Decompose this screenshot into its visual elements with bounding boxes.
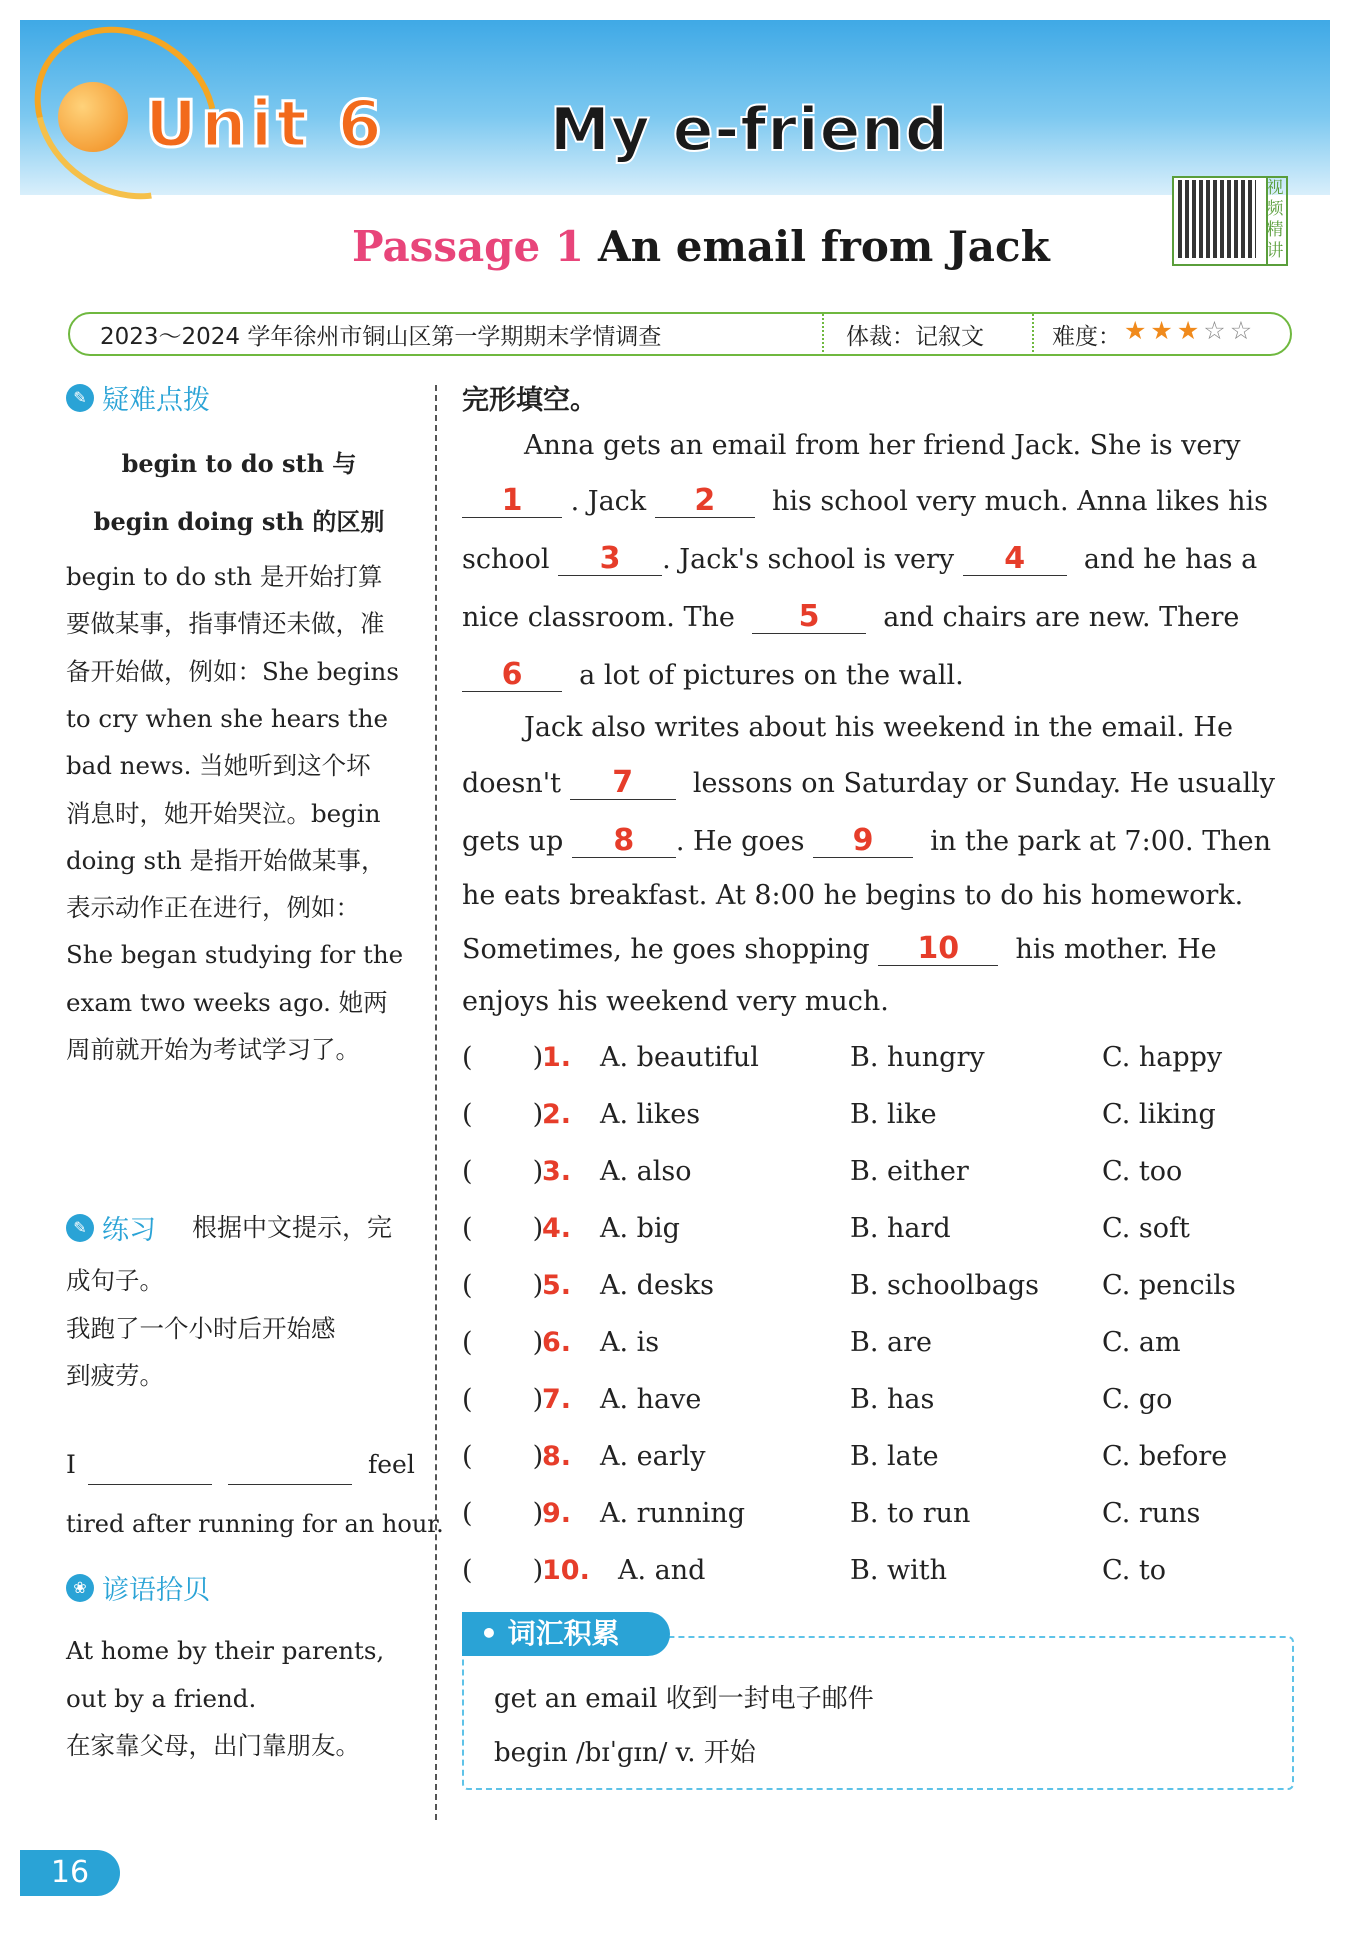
passage-line: nice classroom. The 5 and chairs are new. There xyxy=(462,599,1240,634)
sidebar-text-line: 消息时，她开始哭泣。begin xyxy=(66,798,381,828)
option-a[interactable]: A. and xyxy=(618,1555,706,1586)
question-number: 6. xyxy=(542,1327,572,1358)
option-b[interactable]: B. late xyxy=(850,1441,939,1472)
sidebar-text-line: 成句子。 xyxy=(66,1266,164,1295)
question-number: 4. xyxy=(542,1213,572,1244)
question-number: 7. xyxy=(542,1384,572,1415)
sidebar-text-line: She began studying for the xyxy=(66,940,404,970)
option-a[interactable]: A. also xyxy=(600,1156,692,1187)
passage-title: An email from Jack xyxy=(598,222,1050,271)
sidebar-text-line: bad news. 当她听到这个坏 xyxy=(66,751,371,781)
question-row xyxy=(462,1498,1292,1538)
option-c[interactable]: C. to xyxy=(1102,1555,1166,1586)
star-filled-icon: ★ xyxy=(1176,316,1204,345)
unit-name: My e-friend xyxy=(550,95,949,165)
shell-icon: ❀ xyxy=(66,1574,94,1602)
star-empty-icon: ☆ xyxy=(1229,316,1257,345)
answer-bracket[interactable]: ( ) xyxy=(462,1498,544,1529)
sidebar-text-line: 备开始做，例如：She begins xyxy=(66,656,399,686)
answer-bracket[interactable]: ( ) xyxy=(462,1327,544,1358)
blank-9[interactable]: 9 xyxy=(813,825,913,858)
option-b[interactable]: B. has xyxy=(850,1384,935,1415)
practice-sentence-end: tired after running for an hour. xyxy=(66,1510,444,1538)
sidebar-text-line: 到疲劳。 xyxy=(66,1361,164,1390)
exam-source: 2023～2024 学年徐州市铜山区第一学期期末学情调查 xyxy=(100,324,662,350)
answer-bracket[interactable]: ( ) xyxy=(462,1099,544,1130)
tip-title-line1: begin to do sth 与 xyxy=(121,449,357,478)
blank-2[interactable]: 2 xyxy=(655,485,755,518)
practice-answer-blank-1[interactable] xyxy=(88,1484,212,1485)
option-a[interactable]: A. likes xyxy=(600,1099,701,1130)
passage-line: he eats breakfast. At 8:00 he begins to do his homework. xyxy=(462,880,1244,911)
answer-bracket[interactable]: ( ) xyxy=(462,1213,544,1244)
option-c[interactable]: C. runs xyxy=(1102,1498,1201,1529)
tip-title-line2: begin doing sth 的区别 xyxy=(93,507,385,536)
question-row xyxy=(462,1213,1292,1253)
question-row xyxy=(462,1384,1292,1424)
blank-4[interactable]: 4 xyxy=(963,543,1067,576)
vocab-entry: get an email 收到一封电子邮件 xyxy=(494,1684,874,1714)
passage-line: gets up 8 . He goes 9 in the park at 7:00. Then xyxy=(462,823,1271,858)
question-number: 3. xyxy=(542,1156,572,1187)
sidebar-text-line: 表示动作正在进行，例如： xyxy=(66,893,360,923)
question-row xyxy=(462,1441,1292,1481)
proverb-heading: 谚语拾贝 xyxy=(102,1575,210,1606)
passage-number: Passage 1 xyxy=(352,222,585,271)
pencil-icon: ✎ xyxy=(66,384,94,412)
blank-1[interactable]: 1 xyxy=(462,485,562,518)
option-c[interactable]: C. go xyxy=(1102,1384,1173,1415)
practice-instruction: 根据中文提示，完 xyxy=(192,1213,393,1242)
passage-line: school 3 . Jack's school is very 4 and he has a xyxy=(462,541,1258,576)
answer-bracket[interactable]: ( ) xyxy=(462,1555,544,1586)
question-row xyxy=(462,1156,1292,1196)
question-number: 5. xyxy=(542,1270,572,1301)
sidebar-text-line: to cry when she hears the xyxy=(66,703,388,733)
practice-sentence-start: I xyxy=(66,1450,76,1479)
answer-bracket[interactable]: ( ) xyxy=(462,1156,544,1187)
blank-5[interactable]: 5 xyxy=(752,601,866,634)
sidebar-text-line: 要做某事，指事情还未做，准 xyxy=(66,609,385,639)
star-empty-icon: ☆ xyxy=(1203,316,1230,345)
answer-bracket[interactable]: ( ) xyxy=(462,1270,544,1301)
blank-6[interactable]: 6 xyxy=(462,659,562,692)
passage-line: 1 . Jack 2 his school very much. Anna likes his xyxy=(462,482,1292,522)
option-a[interactable]: A. desks xyxy=(600,1270,714,1301)
option-c[interactable]: C. am xyxy=(1102,1327,1181,1358)
question-row xyxy=(462,1270,1292,1310)
difficulty-stars xyxy=(1124,316,1256,345)
sidebar-text-line: 周前就开始为考试学习了。 xyxy=(66,1035,360,1064)
passage-line: 6 a lot of pictures on the wall. xyxy=(462,656,1292,696)
page-number: 16 xyxy=(20,1850,120,1896)
question-number: 9. xyxy=(542,1498,572,1529)
option-a[interactable]: A. big xyxy=(600,1213,680,1244)
passage-line: Jack also writes about his weekend in the email. He xyxy=(524,712,1233,743)
sidebar-text-line: 我跑了一个小时后开始感 xyxy=(66,1313,336,1343)
option-a[interactable]: A. have xyxy=(600,1384,702,1415)
question-number: 8. xyxy=(542,1441,572,1472)
option-b[interactable]: B. schoolbags xyxy=(850,1270,1040,1301)
option-b[interactable]: B. hungry xyxy=(850,1042,985,1073)
blank-8[interactable]: 8 xyxy=(572,825,676,858)
option-c[interactable]: C. too xyxy=(1102,1156,1183,1187)
practice-sentence-mid: feel xyxy=(368,1450,415,1479)
practice-answer-blank-2[interactable] xyxy=(228,1484,352,1485)
passage-line: Anna gets an email from her friend Jack. She is very xyxy=(524,430,1241,461)
option-b[interactable]: B. to run xyxy=(850,1498,971,1529)
star-filled-icon: ★ xyxy=(1124,316,1151,345)
option-a[interactable]: A. early xyxy=(600,1441,706,1472)
option-c[interactable]: C. pencils xyxy=(1102,1270,1236,1301)
option-b[interactable]: B. either xyxy=(850,1156,969,1187)
blank-10[interactable]: 10 xyxy=(878,933,998,966)
option-c[interactable]: C. soft xyxy=(1102,1213,1190,1244)
question-row xyxy=(462,1099,1292,1139)
planet-decoration xyxy=(58,82,128,152)
option-a[interactable]: A. beautiful xyxy=(600,1042,759,1073)
blank-3[interactable]: 3 xyxy=(558,543,662,576)
sidebar-text-line: At home by their parents, xyxy=(66,1636,385,1665)
difficulty-label: 难度： xyxy=(1052,324,1121,350)
pencil-icon: ✎ xyxy=(66,1214,94,1242)
question-row xyxy=(462,1042,1292,1082)
vocab-heading: • 词汇积累 xyxy=(462,1612,670,1656)
answer-bracket[interactable]: ( ) xyxy=(462,1042,544,1073)
info-divider xyxy=(822,314,824,352)
question-row xyxy=(462,1327,1292,1367)
star-filled-icon: ★ xyxy=(1150,316,1177,345)
genre-label: 体裁：记叙文 xyxy=(846,324,984,350)
option-c[interactable]: C. happy xyxy=(1102,1042,1223,1073)
question-number: 1. xyxy=(542,1042,572,1073)
option-b[interactable]: B. hard xyxy=(850,1213,951,1244)
answer-bracket[interactable]: ( ) xyxy=(462,1384,544,1415)
sidebar-text-line: 在家靠父母，出门靠朋友。 xyxy=(66,1731,360,1760)
unit-label: Unit 6 xyxy=(145,88,386,162)
question-number: 10. xyxy=(542,1555,590,1586)
qr-label: 视频精讲 xyxy=(1264,176,1288,266)
passage-line: Sometimes, he goes shopping 10 his mother. He xyxy=(462,931,1217,966)
option-a[interactable]: A. running xyxy=(600,1498,746,1529)
option-b[interactable]: B. are xyxy=(850,1327,932,1358)
answer-bracket[interactable]: ( ) xyxy=(462,1441,544,1472)
question-row xyxy=(462,1555,1292,1595)
blank-7[interactable]: 7 xyxy=(570,767,676,800)
tip-heading: 疑难点拨 xyxy=(102,385,210,416)
info-divider xyxy=(1032,314,1034,352)
option-c[interactable]: C. liking xyxy=(1102,1099,1216,1130)
sidebar-text-line: out by a friend. xyxy=(66,1683,257,1713)
passage-line: doesn't 7 lessons on Saturday or Sunday. He usually xyxy=(462,765,1275,800)
vocab-entry: begin /bɪˈɡɪn/ v. 开始 xyxy=(494,1738,756,1768)
question-number: 2. xyxy=(542,1099,572,1130)
passage-line: enjoys his weekend very much. xyxy=(462,986,889,1017)
sidebar-text-line: exam two weeks ago. 她两 xyxy=(66,987,388,1017)
qr-code-icon[interactable] xyxy=(1178,180,1256,258)
option-b[interactable]: B. with xyxy=(850,1555,947,1586)
sidebar-text-line: begin to do sth 是开始打算 xyxy=(66,562,383,591)
exercise-instruction: 完形填空。 xyxy=(462,385,597,416)
column-divider xyxy=(435,385,437,1820)
sidebar-text-line: doing sth 是指开始做某事， xyxy=(66,845,386,875)
option-a[interactable]: A. is xyxy=(600,1327,660,1358)
practice-heading: 练习 xyxy=(102,1215,156,1246)
option-b[interactable]: B. like xyxy=(850,1099,937,1130)
option-c[interactable]: C. before xyxy=(1102,1441,1228,1472)
